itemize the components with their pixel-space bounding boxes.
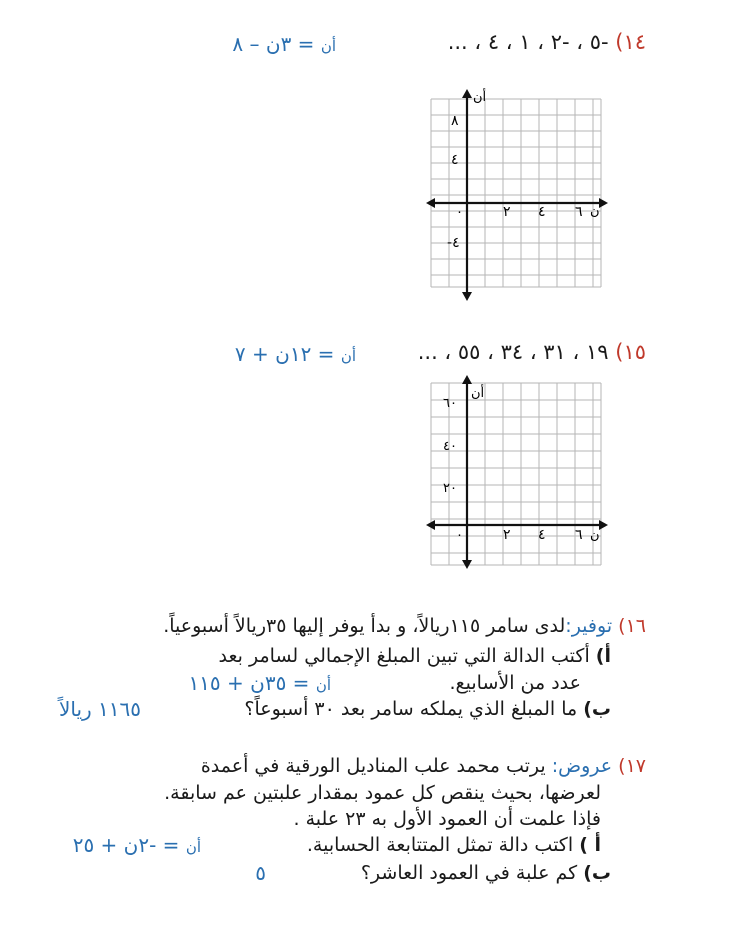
part-a-text: اكتب دالة تمثل المتتابعة الحسابية. [306,834,574,856]
y-tick-label: ٦٠ [443,396,457,411]
answer-prefix: أن [340,347,356,365]
x-tick-label: ٦ [575,204,583,220]
problem-14-coordinate-grid [425,85,610,305]
problem-number: ١٥) [615,340,646,364]
problem-17-line3 [293,808,601,830]
y-axis-name: أن [471,386,485,401]
y-axis-arrow-top [462,89,472,98]
y-tick-label: ٢٠ [443,481,457,496]
answer-expression: = ٣٥ن + ١١٥ [188,671,310,695]
problem-16-part-b [244,698,611,720]
problem-17-part-a [307,834,601,856]
problem-17-part-b [361,862,611,884]
origin-label: ٠ [456,205,463,220]
x-axis-name: ن [590,528,600,543]
answer-expression: = -٢ن + ٢٥ [72,833,180,857]
sequence-text: ١٩ ، ٣١ ، ٣٤ ، ٥٥ ، ... [417,340,609,364]
answer-prefix: أن [315,676,331,694]
x-axis-arrow-right [599,520,608,530]
problem-number: ١٦) [618,615,646,637]
problem-14-answer [232,32,336,56]
part-a-label: أ) [595,645,611,667]
statement-text: فإذا علمت أن العمود الأول به ٢٣ علبة . [293,808,601,830]
problem-17-line1 [201,755,646,777]
x-tick-label: ٢ [503,527,511,543]
y-axis-arrow-bottom [462,292,472,301]
problem-16-part-a-answer [188,671,331,695]
answer-expression: = ٣ن – ٨ [232,32,315,56]
x-tick-label: ٦ [575,527,583,543]
part-b-text: كم علبة في العمود العاشر؟ [360,862,578,884]
problem-topic: توفير: [565,615,613,637]
part-a-text: أكتب الدالة التي تبين المبلغ الإجمالي لسامر بعد [218,645,590,667]
part-b-answer: ١١٦٥ ريالاً [58,697,141,721]
x-axis-name: ن [590,204,600,219]
answer-prefix: أن [185,838,201,856]
part-a-text: عدد من الأسابيع. [449,672,581,694]
y-axis-arrow-top [462,375,472,384]
problem-16-part-b-answer [59,697,141,721]
answer-prefix: أن [320,37,336,55]
part-b-answer: ٥ [255,861,266,885]
statement-text: يرتب محمد علب المناديل الورقية في أعمدة [200,755,546,777]
y-tick-label: ٨ [451,113,459,129]
problem-15-coordinate-grid [425,375,610,575]
x-axis-arrow-right [599,198,608,208]
x-tick-label: ٢ [503,204,511,220]
problem-topic: عروض: [551,755,613,777]
problem-16-statement [163,615,646,637]
sequence-text: -٥ ، -٢ ، ١ ، ٤ ، ... [447,30,609,54]
x-tick-label: ٤ [538,527,546,543]
origin-label: ٠ [456,528,463,543]
problem-17-part-b-answer [255,861,266,885]
problem-16-part-a-line1 [219,645,611,667]
part-b-label: ب) [583,862,611,884]
part-a-label: أ ) [579,834,601,856]
y-tick-label: ٤ [451,152,459,168]
y-tick-label: -٤ [447,235,460,251]
x-tick-label: ٤ [538,204,546,220]
problem-17-part-a-answer [73,833,201,857]
problem-15-answer [235,342,356,366]
y-axis-name: أن [473,90,487,105]
problem-number: ١٧) [618,755,646,777]
statement-text: لعرضها، بحيث ينقص كل عمود بمقدار علبتين عم سابقة. [164,782,601,804]
problem-14-header [448,30,646,54]
y-tick-label: ٤٠ [443,439,457,454]
problem-16-part-a-line2 [450,672,582,694]
part-b-label: ب) [583,698,611,720]
answer-expression: = ١٢ن + ٧ [234,342,335,366]
part-b-text: ما المبلغ الذي يملكه سامر بعد ٣٠ أسبوعاً؟ [244,698,578,720]
problem-number: ١٤) [615,30,646,54]
problem-15-header [418,340,646,364]
problem-17-line2 [164,782,601,804]
statement-text: لدى سامر ١١٥ريالاً، و بدأ يوفر إليها ٣٥ريالاً أسبوعياً. [163,615,566,637]
